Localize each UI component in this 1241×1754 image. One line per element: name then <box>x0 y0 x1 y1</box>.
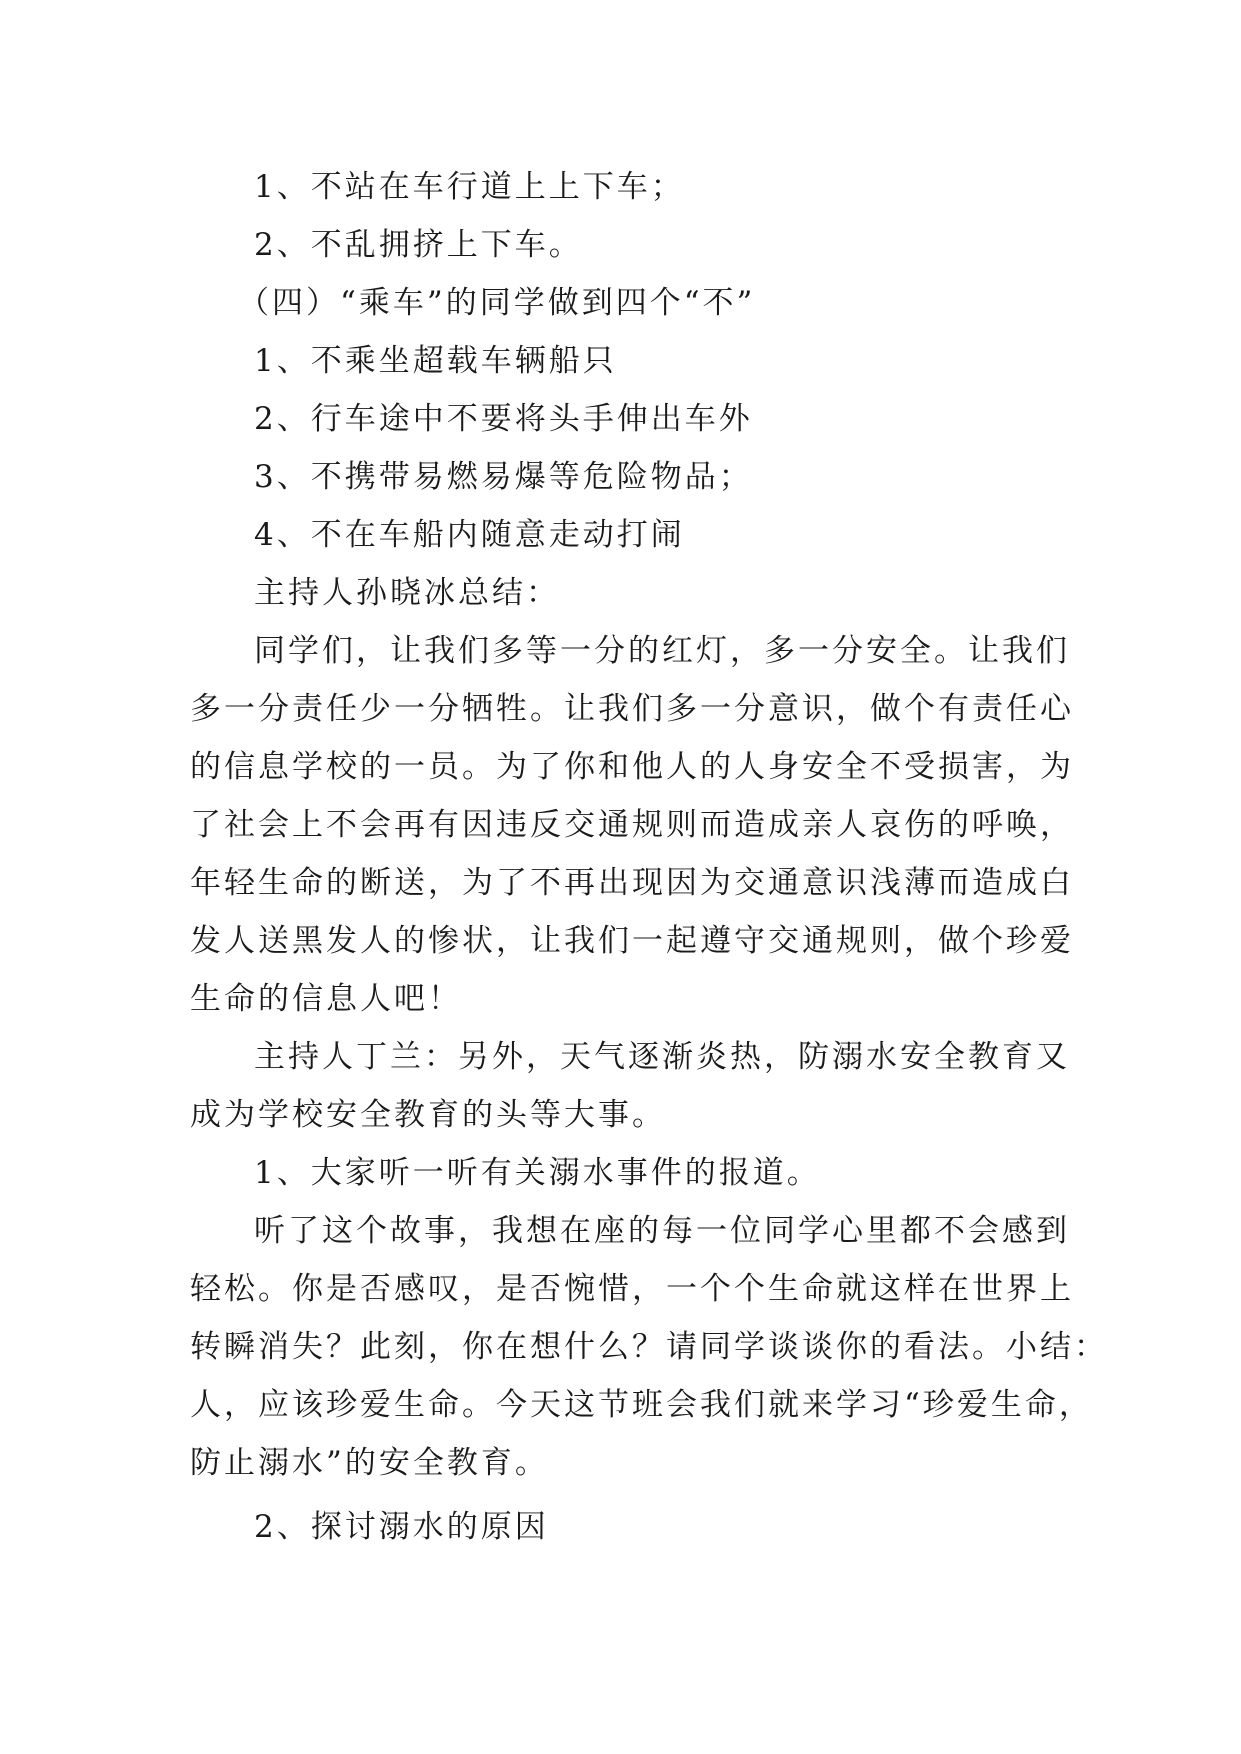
paragraph-line: 了社会上不会再有因违反交通规则而造成亲人哀伤的呼唤， <box>190 807 1074 843</box>
paragraph-line: 人，应该珍爱生命。今天这节班会我们就来学习“珍爱生命， <box>190 1387 1093 1423</box>
paragraph-line: 年轻生命的断送，为了不再出现因为交通意识浅薄而造成白 <box>190 865 1074 901</box>
text-line: 1、不乘坐超载车辆船只 <box>254 343 617 379</box>
paragraph-line: 轻松。你是否感叹，是否惋惜，一个个生命就这样在世界上 <box>190 1271 1074 1307</box>
text-line: 2、探讨溺水的原因 <box>254 1509 549 1545</box>
paragraph-line: 生命的信息人吧！ <box>190 981 462 1017</box>
paragraph-line: 同学们，让我们多等一分的红灯，多一分安全。让我们 <box>254 633 1070 669</box>
text-line: 3、不携带易燃易爆等危险物品； <box>254 459 753 495</box>
text-line: 1、不站在车行道上上下车； <box>254 169 685 205</box>
section-heading: （四）“乘车”的同学做到四个“不” <box>238 285 756 321</box>
paragraph-line: 发人送黑发人的惨状，让我们一起遵守交通规则，做个珍爱 <box>190 923 1074 959</box>
text-line: 2、不乱拥挤上下车。 <box>254 227 583 263</box>
paragraph-line: 听了这个故事，我想在座的每一位同学心里都不会感到 <box>254 1213 1070 1249</box>
text-line: 主持人孙晓冰总结： <box>254 575 560 611</box>
text-line: 4、不在车船内随意走动打闹 <box>254 517 685 553</box>
paragraph-line: 防止溺水”的安全教育。 <box>190 1445 549 1481</box>
paragraph-line: 的信息学校的一员。为了你和他人的人身安全不受损害，为 <box>190 749 1074 785</box>
paragraph-line: 成为学校安全教育的头等大事。 <box>190 1097 666 1133</box>
text-line: 1、大家听一听有关溺水事件的报道。 <box>254 1155 821 1191</box>
text-line: 2、行车途中不要将头手伸出车外 <box>254 401 753 437</box>
body-text <box>190 158 1108 1556</box>
paragraph-line: 多一分责任少一分牺牲。让我们多一分意识，做个有责任心 <box>190 691 1074 727</box>
paragraph-line: 转瞬消失？此刻，你在想什么？请同学谈谈你的看法。小结： <box>190 1329 1108 1365</box>
paragraph-line: 主持人丁兰：另外，天气逐渐炎热，防溺水安全教育又 <box>254 1039 1070 1075</box>
